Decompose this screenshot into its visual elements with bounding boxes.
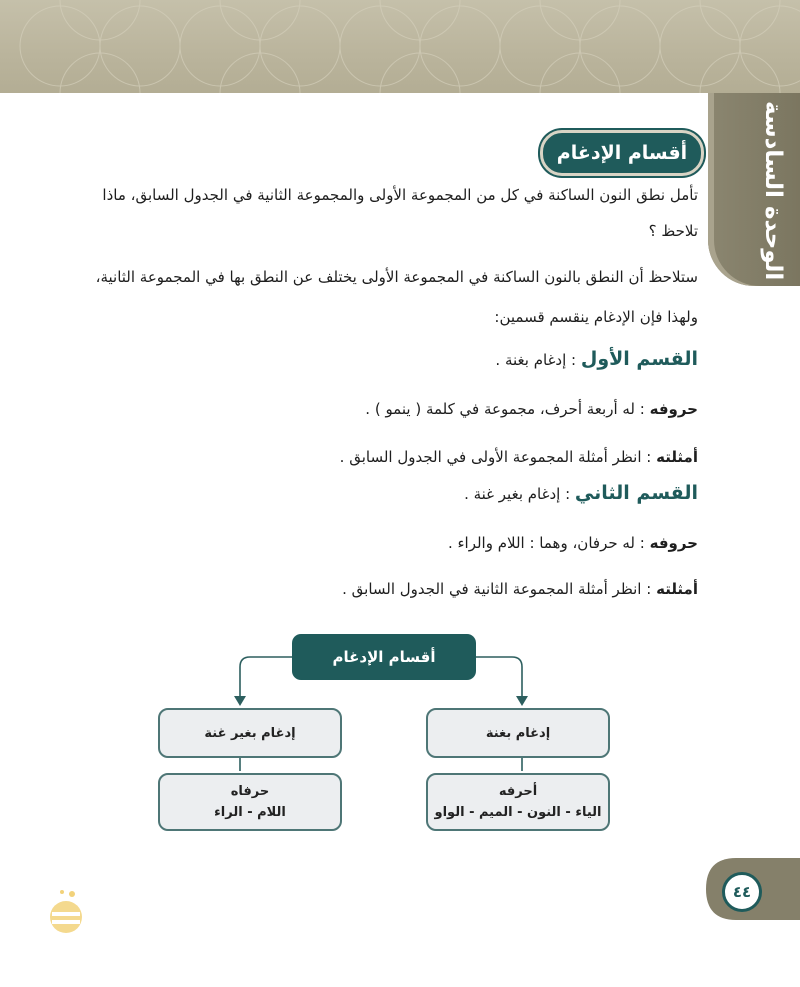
section-2-letters: [448, 534, 698, 552]
section-1-title: القسم الأول: [580, 348, 698, 370]
question-line-1: تأمل نطق النون الساكنة في كل من المجموعة الأولى والمجموعة الثانية في الجدول السابق، ماذا: [102, 186, 698, 204]
header-banner: [0, 0, 800, 93]
section-1-letters-label: حروفه: [649, 400, 698, 418]
section-1-heading: [495, 348, 698, 370]
banner-pattern: [0, 0, 800, 93]
section-1-letters-text: : له أربعة أحرف، مجموعة في كلمة ( ينمو ) .: [365, 400, 645, 418]
publisher-logo-icon: [42, 886, 88, 936]
unit-side-tab: [708, 93, 800, 286]
left-letters-title: حرفاه: [230, 784, 270, 799]
left-type-box: [158, 708, 342, 758]
section-2-letters-text: : له حرفان، وهما : اللام والراء .: [447, 534, 645, 552]
left-letters-list: اللام - الراء: [214, 805, 286, 820]
page-number: ٤٤: [722, 872, 762, 912]
section-2-heading: [464, 482, 698, 504]
unit-label: الوحدة السادسة: [760, 101, 786, 281]
idgham-diagram: [150, 630, 620, 840]
left-letters-box: [158, 773, 342, 831]
section-2-subtitle: : إدغام بغير غنة .: [464, 485, 571, 503]
section-2-examples: [342, 580, 698, 598]
page-badge: [706, 858, 800, 920]
section-2-title: القسم الثاني: [574, 482, 698, 504]
left-type-label: إدغام بغير غنة: [204, 725, 296, 741]
answer-line-1: ستلاحظ أن النطق بالنون الساكنة في المجموعة الأولى يختلف عن النطق بها في المجموعة الثانية،: [95, 268, 698, 286]
section-1-subtitle: : إدغام بغنة .: [495, 351, 577, 369]
section-1-examples: [340, 448, 698, 466]
diagram-root: أقسام الإدغام: [292, 634, 476, 680]
section-2-examples-label: أمثلته: [656, 580, 698, 598]
section-2-letters-label: حروفه: [649, 534, 698, 552]
right-letters-box: [426, 773, 610, 831]
section-title: أقسام الإدغام: [540, 130, 704, 176]
right-type-box: [426, 708, 610, 758]
right-type-label: إدغام بغنة: [485, 725, 551, 741]
answer-line-2: ولهذا فإن الإدغام ينقسم قسمين:: [494, 308, 698, 326]
right-letters-list: الياء - النون - الميم - الواو: [434, 805, 602, 820]
section-1-examples-text: : انظر أمثلة المجموعة الأولى في الجدول السابق .: [339, 448, 652, 466]
question-line-2: تلاحظ ؟: [648, 222, 698, 240]
section-2-examples-text: : انظر أمثلة المجموعة الثانية في الجدول السابق .: [342, 580, 652, 598]
section-1-letters: [365, 400, 698, 418]
arrow-down-icon: [234, 696, 246, 706]
right-letters-title: أحرفه: [498, 784, 538, 799]
section-1-examples-label: أمثلته: [656, 448, 698, 466]
arrow-down-icon: [516, 696, 528, 706]
